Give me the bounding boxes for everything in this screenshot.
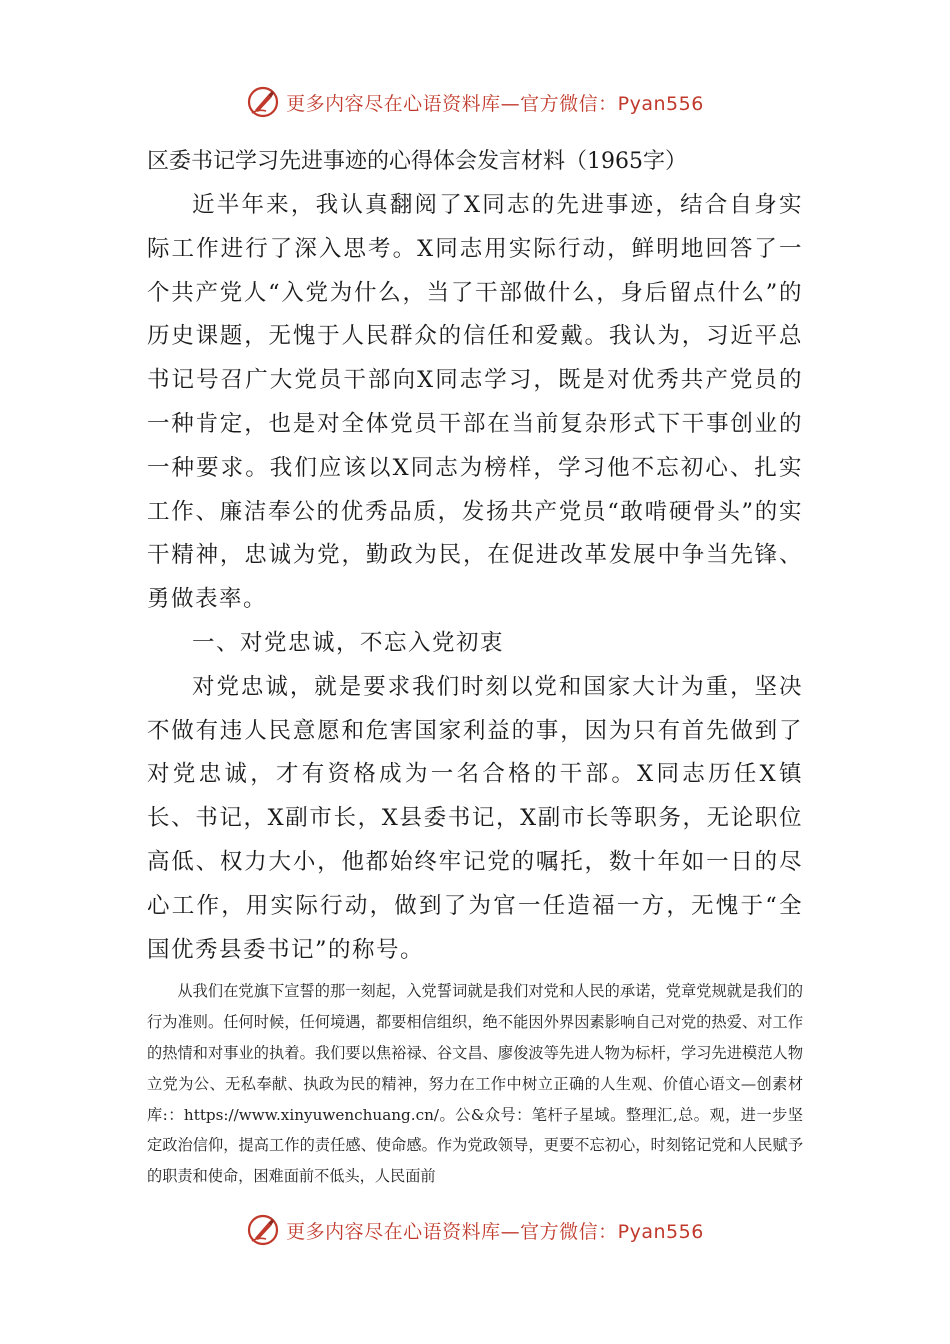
pen-circle-logo-icon: [246, 1213, 280, 1247]
section-paragraph: 对党忠诚，就是要求我们时刻以党和国家大计为重，坚决不做有违人民意愿和危害国家利益的事，因为只有首先做到了对党忠诚，才有资格成为一名合格的干部。X同志历任X镇长、书记，X副市长，X县委书记，X副市长等职务，无论职位高低、权力大小，他都始终牢记党的嘱托，数十年如一日的尽心工作，用实际行动，做到了为官一任造福一方，无愧于“全国优秀县委书记”的称号。: [147, 673, 803, 963]
section-heading: 一、对党忠诚，不忘入党初衷: [192, 629, 505, 656]
pen-circle-logo-icon: [246, 85, 280, 119]
banner-text: 更多内容尽在心语资料库—官方微信：Pyan556: [286, 92, 704, 115]
intro-paragraph: 近半年来，我认真翻阅了X同志的先进事迹，结合自身实际工作进行了深入思考。X同志用实际行动，鲜明地回答了一个共产党人“入党为什么，当了干部做什么，身后留点什么”的历史课题，无愧于人民群众的信任和爱戴。我认为，习近平总书记号召广大党员干部向X同志学习，既是对优秀共产党员的一种肯定，也是对全体党员干部在当前复杂形式下干事创业的一种要求。我们应该以X同志为榜样，学习他不忘初心、扎实工作、廉洁奉公的优秀品质，发扬共产党员“敢啃硬骨头”的实干精神，忠诚为党，勤政为民，在促进改革发展中争当先锋、勇做表率。: [147, 192, 803, 613]
small-print-paragraph: 从我们在党旗下宣誓的那一刻起，入党誓词就是我们对党和人民的承诺，党章党规就是我们的行为准则。任何时候，任何境遇，都要相信组织，绝不能因外界因素影响自己对党的热爱、对工作的热情和对事业的执着。我们要以焦裕禄、谷文昌、廖俊波等先进人物为标杆，学习先进模范人物立党为公、无私奉献、执政为民的精神，努力在工作中树立正确的人生观、价值心语文—创素材库:：https://www.xinyuwenchuang.cn/。公&众号：笔杆子星域。整理汇,总。观，进一步坚定政治信仰，提高工作的责任感、使命感。作为党政领导，更要不忘初心，时刻铭记党和人民赋予的职责和使命，困难面前不低头，人民面前: [147, 982, 803, 1186]
banner-text: 更多内容尽在心语资料库—官方微信：Pyan556: [286, 1220, 704, 1243]
document-title: 区委书记学习先进事迹的心得体会发言材料（1965字）: [147, 149, 687, 174]
header-banner: [0, 82, 950, 122]
document-body: [147, 140, 803, 1192]
footer-banner: [0, 1210, 950, 1250]
